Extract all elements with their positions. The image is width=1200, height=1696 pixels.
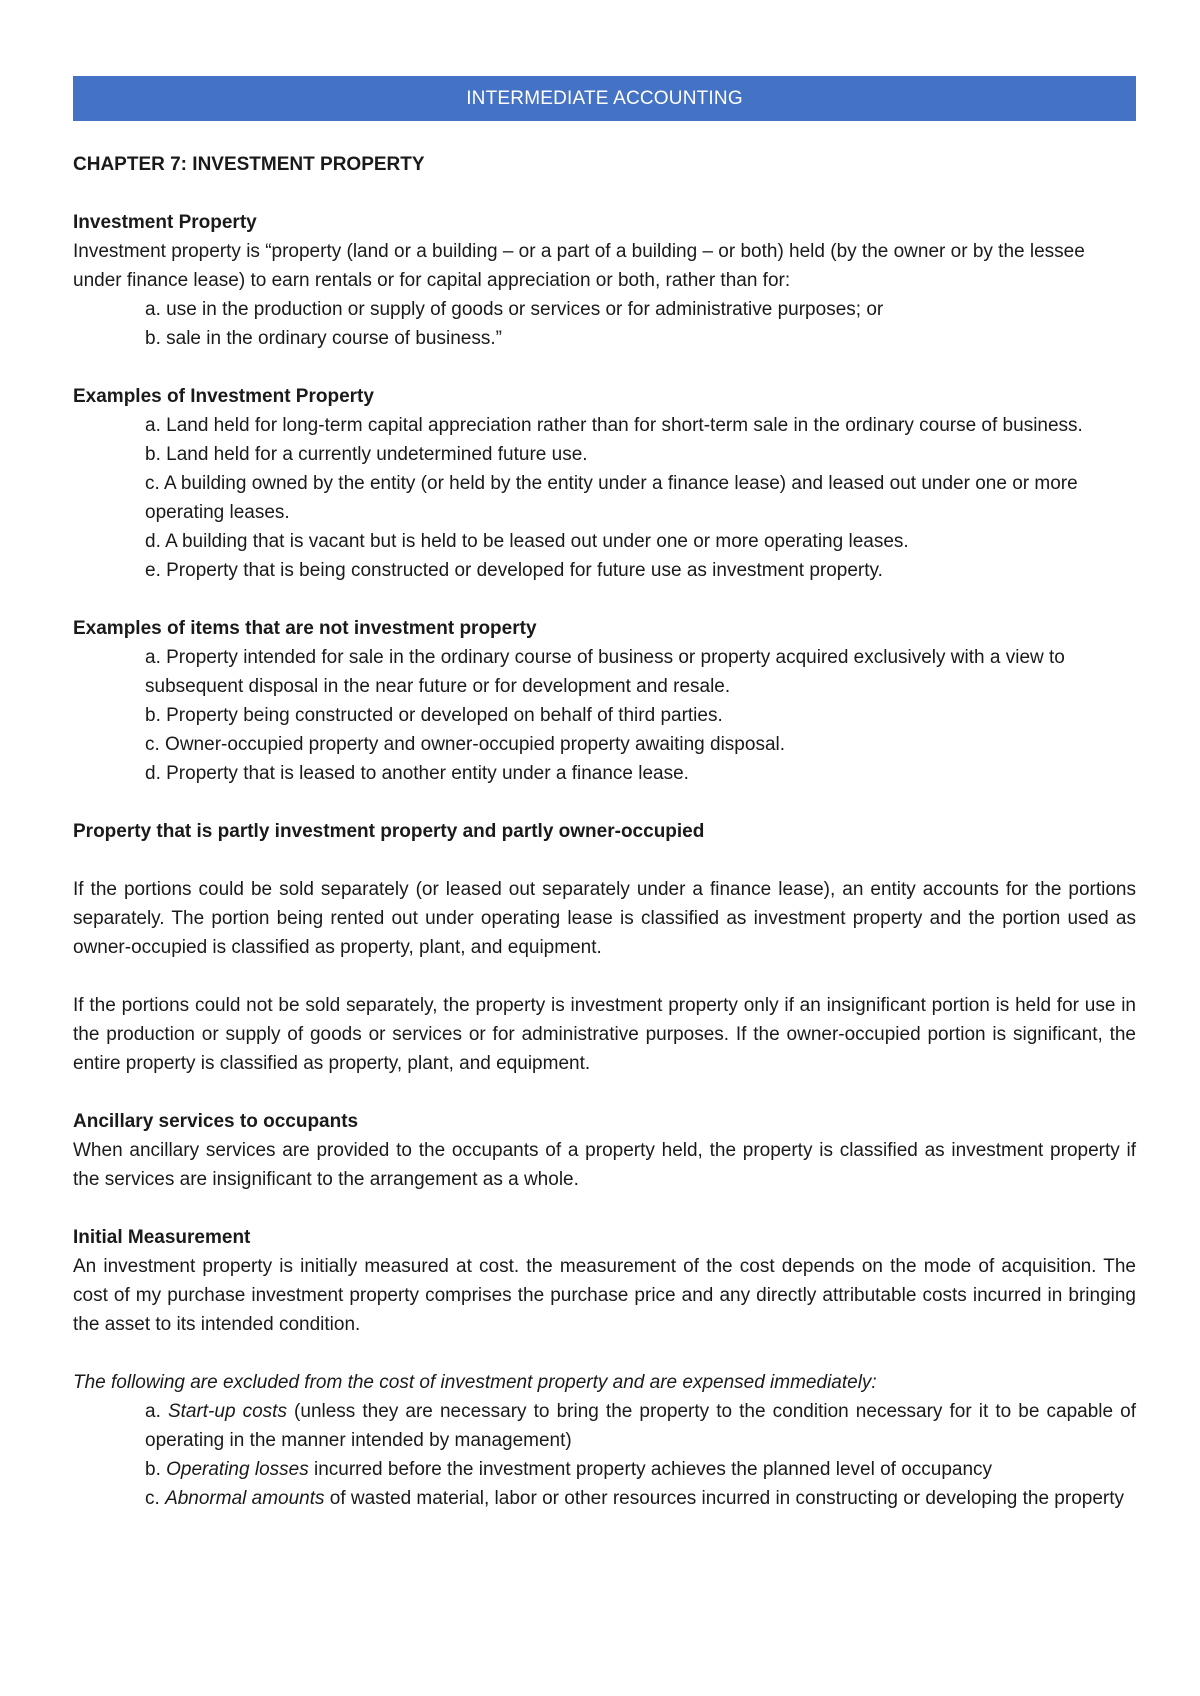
not-example-item: c. Owner-occupied property and owner-occupied property awaiting disposal. [145, 734, 786, 755]
initial-heading: Initial Measurement [73, 1227, 251, 1248]
definition-text: Investment property is “property (land or a building – or a part of a building – or both) held (by the owner or by the lessee under finance lease) to earn rentals or for capital appreciation or both, rather than for: [73, 241, 1085, 291]
excluded-item [73, 1397, 1136, 1455]
excluded-prefix: b. [145, 1459, 167, 1480]
example-item: d. A building that is vacant but is held to be leased out under one or more operating leases. [145, 531, 909, 552]
not-example-item: d. Property that is leased to another entity under a finance lease. [145, 763, 689, 784]
excluded-prefix: a. [145, 1401, 168, 1422]
excluded-rest: (unless they are necessary to bring the property to the condition necessary for it to be capable of operating in the manner intended by management) [145, 1401, 1136, 1451]
chapter-title: CHAPTER 7: INVESTMENT PROPERTY [73, 154, 425, 175]
excluded-rest: of wasted material, labor or other resources incurred in constructing or developing the property [324, 1488, 1124, 1509]
example-item: a. Land held for long-term capital appreciation rather than for short-term sale in the ordinary course of business. [145, 415, 1083, 436]
ancillary-text: When ancillary services are provided to the occupants of a property held, the property is classified as investment property if the services are insignificant to the arrangement as a whole. [73, 1140, 1136, 1190]
excluded-item [73, 1455, 1136, 1484]
excluded-term: Start-up costs [167, 1401, 287, 1422]
partly-paragraph-1: If the portions could be sold separately (or leased out separately under a finance lease), an entity accounts for the portions separately. The portion being rented out under operating lease is classified as investment property and the portion used as owner-occupied is classified as property, plant, and equipment. [73, 879, 1136, 958]
definition-item: a. use in the production or supply of goods or services or for administrative purposes; or [145, 299, 884, 320]
examples-heading: Examples of Investment Property [73, 386, 374, 407]
example-item: c. A building owned by the entity (or held by the entity under a finance lease) and leased out under one or more operating leases. [145, 473, 1078, 523]
course-banner: INTERMEDIATE ACCOUNTING [73, 76, 1136, 121]
initial-text: An investment property is initially measured at cost. the measurement of the cost depends on the mode of acquisition. The cost of my purchase investment property comprises the purchase price and any directly attributable costs incurred in bringing the asset to its intended condition. [73, 1256, 1136, 1335]
not-example-item: a. Property intended for sale in the ordinary course of business or property acquired exclusively with a view to subsequent disposal in the near future or for development and resale. [145, 647, 1065, 697]
excluded-prefix: c. [145, 1488, 166, 1509]
excluded-term: Abnormal amounts [165, 1488, 325, 1509]
example-item: e. Property that is being constructed or developed for future use as investment property. [145, 560, 883, 581]
ancillary-heading: Ancillary services to occupants [73, 1111, 359, 1132]
excluded-term: Operating losses [166, 1459, 309, 1480]
not-examples-heading: Examples of items that are not investment property [73, 618, 537, 639]
not-example-item: b. Property being constructed or developed on behalf of third parties. [145, 705, 723, 726]
document-body [73, 150, 1136, 1513]
excluded-rest: incurred before the investment property achieves the planned level of occupancy [308, 1459, 993, 1480]
partly-heading: Property that is partly investment property and partly owner-occupied [73, 821, 705, 842]
example-item: b. Land held for a currently undetermined future use. [145, 444, 588, 465]
definition-heading: Investment Property [73, 212, 257, 233]
definition-item: b. sale in the ordinary course of business.” [145, 328, 502, 349]
partly-paragraph-2: If the portions could not be sold separately, the property is investment property only if an insignificant portion is held for use in the production or supply of goods or services or for administrative purposes. If the owner-occupied portion is significant, the entire property is classified as property, plant, and equipment. [73, 995, 1136, 1074]
excluded-item [73, 1484, 1136, 1513]
excluded-intro: The following are excluded from the cost of investment property and are expensed immediately: [73, 1372, 877, 1393]
